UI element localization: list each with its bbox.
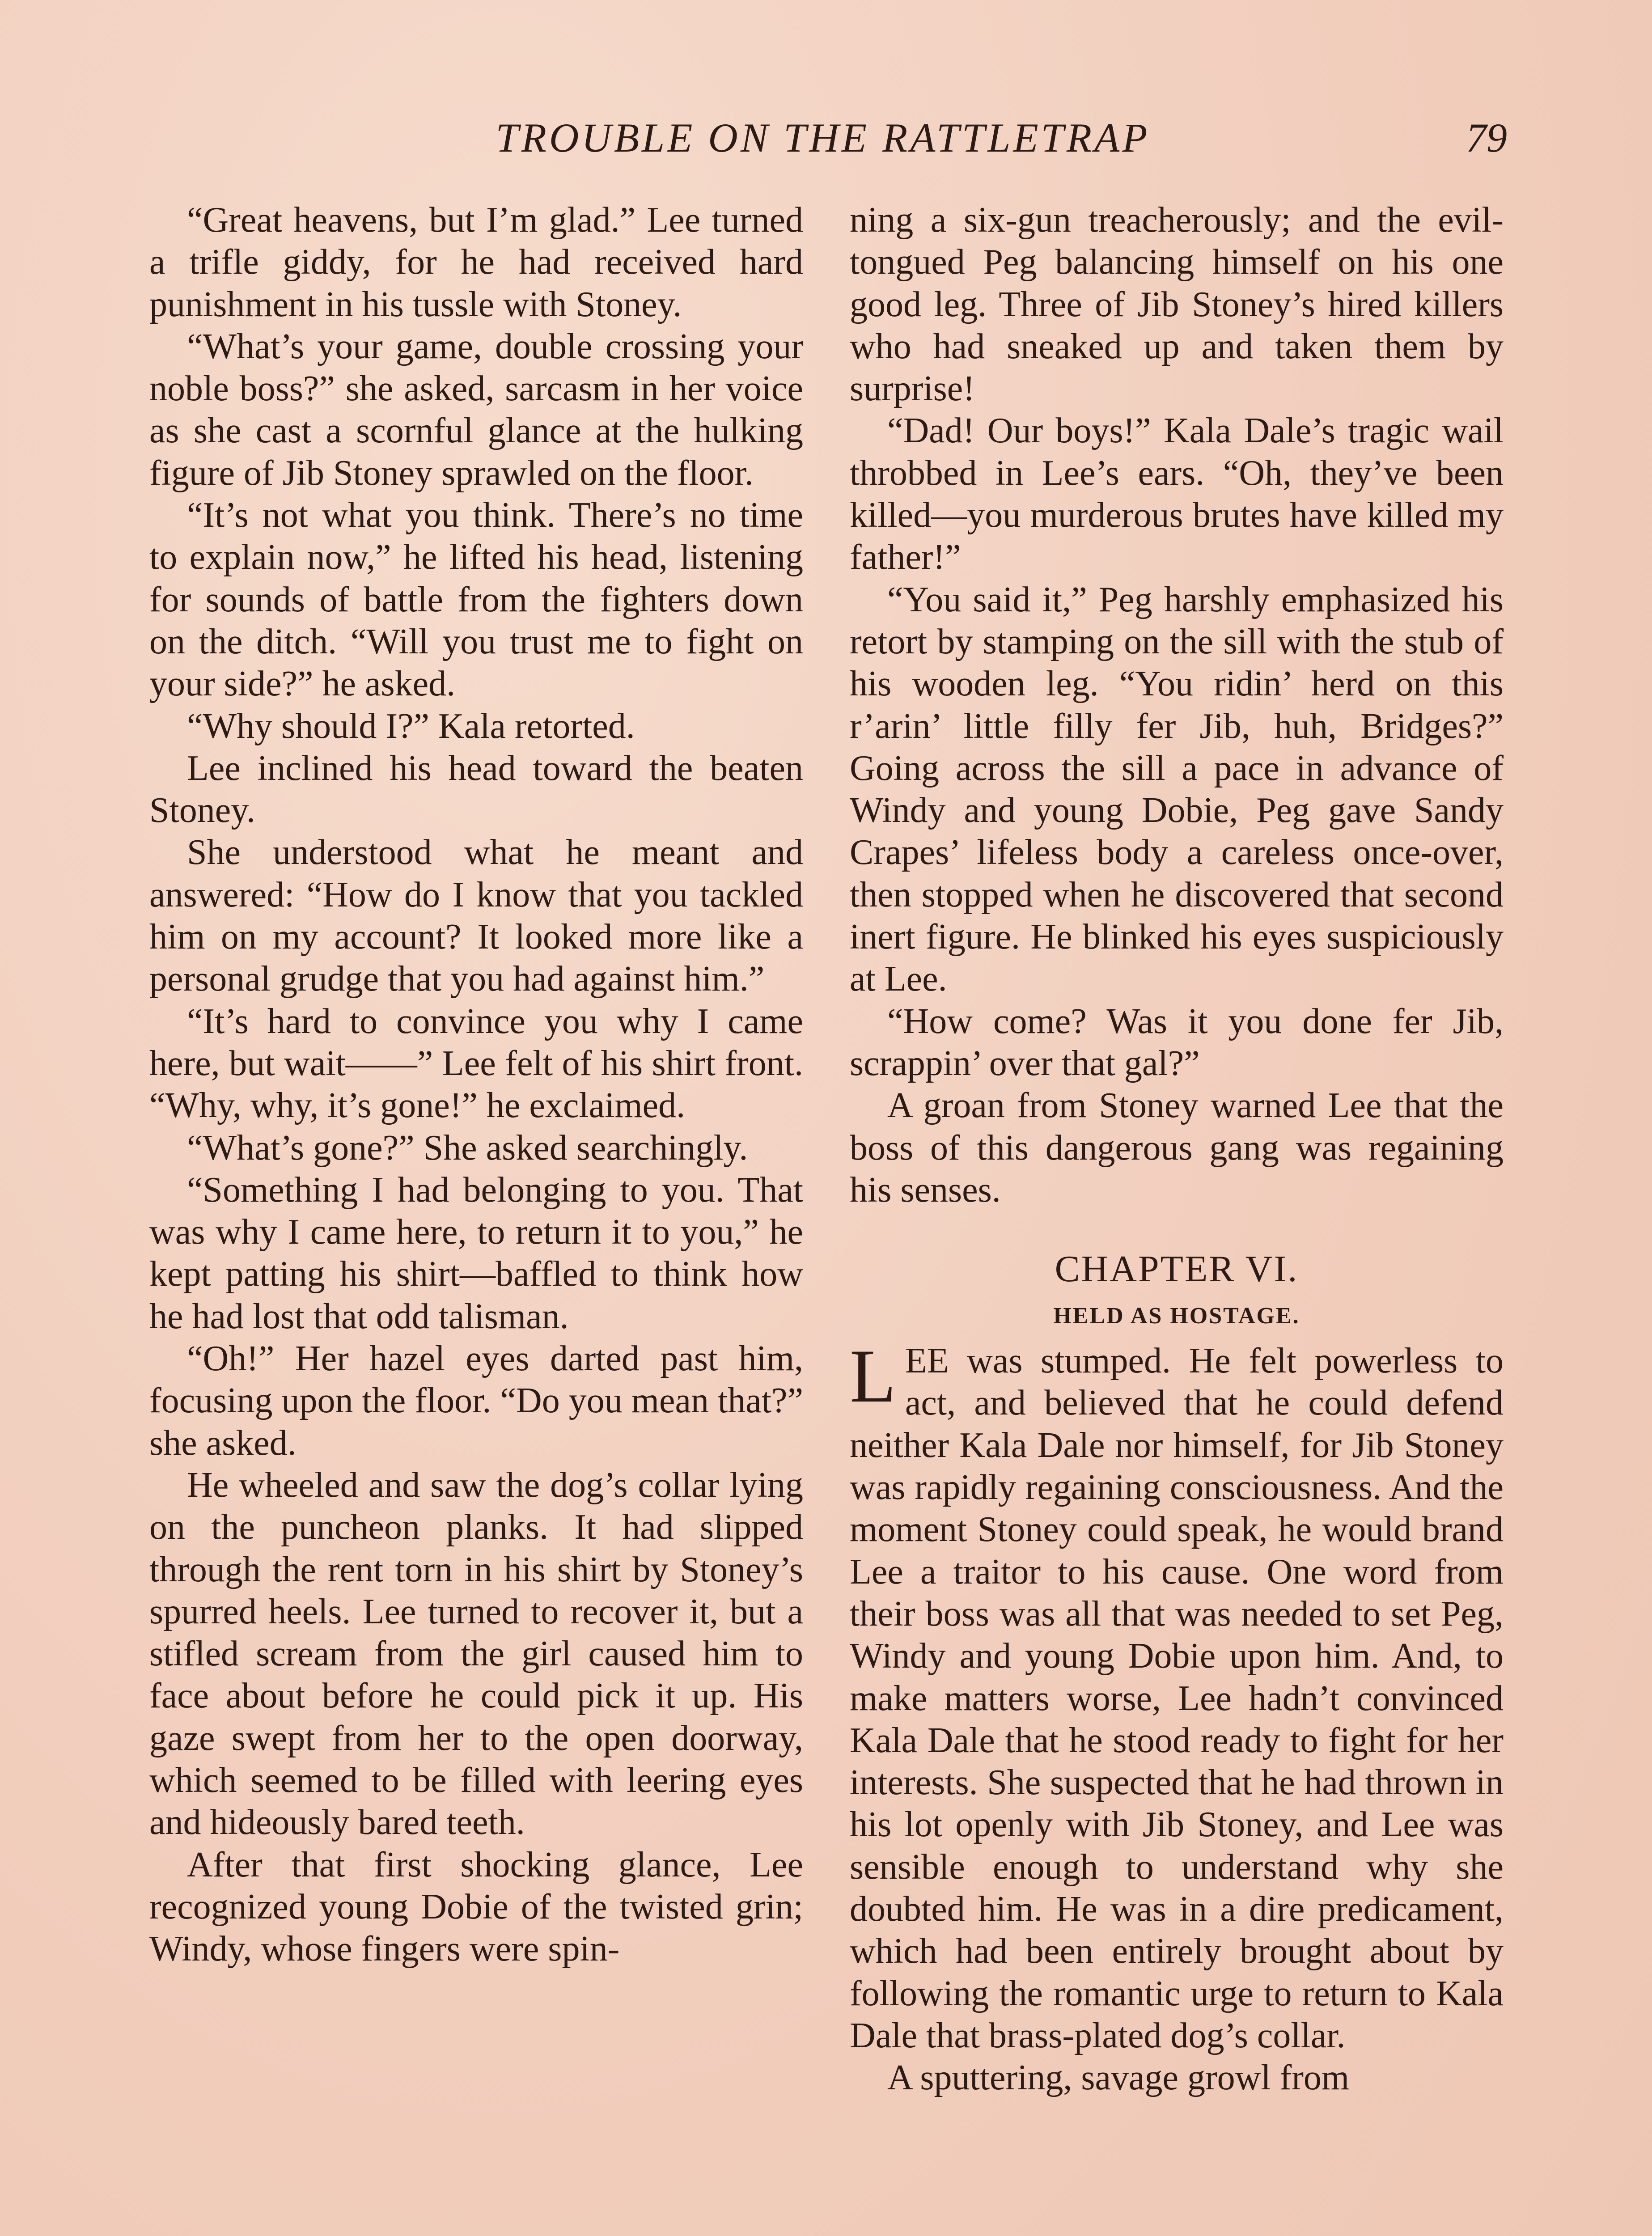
paragraph: After that first shocking glance, Lee recognized young Dobie of the twisted grin; Windy, whose fingers were spin- [149,1845,803,1969]
paragraph: “It’s not what you think. There’s no time to explain now,” he lifted his head, listening for sounds of battle from the fighters down on the ditch. “Will you trust me to fight on your side?” he asked. [149,495,803,704]
paragraph: “It’s hard to convince you why I came here, but wait——” Lee felt of his shirt front. “Why, why, it’s gone!” he exclaimed. [149,1001,803,1126]
running-header-title: TROUBLE ON THE RATTLETRAP [496,115,1150,161]
paragraph: A groan from Stoney warned Lee that the boss of this dangerous gang was regaining his senses. [850,1086,1504,1210]
drop-cap: L [850,1334,896,1419]
chapter-first-paragraph-text: EE was stumped. He felt powerless to act, and believed that he could defend neither Kala Dale nor himself, for Jib Stoney was rapidly regaining consciousness. And the moment Stoney could speak, he would brand Lee a traitor to his cause. One word from their boss was all that was needed to set Peg, Windy and young Dobie upon him. And, to make matters worse, Lee hadn’t convinced Kala Dale that he stood ready to fight for her interests. She suspected that he had thrown in his lot openly with Jib Stoney, and Lee was sensible enough to understand why she doubted him. He was in a dire predicament, which had been entirely brought about by following the romantic urge to return to Kala Dale that brass-plated dog’s collar. [850,1341,1504,2055]
paragraph: A sputtering, savage growl from [887,2058,1350,2098]
paragraph: “Great heavens, but I’m glad.” Lee turned a trifle giddy, for he had received hard punishment in his tussle with Stoney. [149,200,803,324]
paragraph: “What’s your game, double crossing your noble boss?” she asked, sarcasm in her voice as she cast a scornful glance at the hulking figure of Jib Stoney sprawled on the floor. [149,326,803,493]
paragraph-continuation: ning a six-gun treacherously; and the evil-tongued Peg balancing himself on his one good leg. Three of Jib Stoney’s hired killers who had sneaked up and taken them by surprise! [850,200,1504,409]
chapter-heading: CHAPTER VI. [1055,1248,1299,1290]
paragraph: Lee inclined his head toward the beaten Stoney. [149,748,803,830]
paragraph: “You said it,” Peg harshly emphasized his retort by stamping on the sill with the stub of his wooden leg. “You ridin’ herd on this r’arin’ little filly fer Jib, huh, Bridges?” Going across the sill a pace in advance of Windy and young Dobie, Peg gave Sandy Crapes’ lifeless body a careless once-over, then stopped when he discovered that second inert figure. He blinked his eyes suspiciously at Lee. [850,580,1504,999]
paragraph: “Something I had belonging to you. That was why I came here, to return it to you,” he kept patting his shirt—baffled to think how he had lost that odd talisman. [149,1170,803,1336]
paragraph: “Dad! Our boys!” Kala Dale’s tragic wail throbbed in Lee’s ears. “Oh, they’ve been killed—you murderous brutes have killed my father!” [850,411,1504,577]
paragraph: “How come? Was it you done fer Jib, scrappin’ over that gal?” [850,1001,1504,1083]
left-column [149,199,803,1970]
right-column [850,199,1504,2099]
paragraph: “Why should I?” Kala retorted. [187,706,635,746]
chapter-first-paragraph [850,1334,1504,2057]
paragraph: “What’s gone?” She asked searchingly. [187,1128,748,1168]
paragraph: “Oh!” Her hazel eyes darted past him, focusing upon the floor. “Do you mean that?” she asked. [149,1339,803,1463]
page-number: 79 [1466,115,1507,161]
paragraph: He wheeled and saw the dog’s collar lying on the puncheon planks. It had slipped through the rent torn in his shirt by Stoney’s spurred heels. Lee turned to recover it, but a stifled scream from the girl caused him to face about before he could pick it up. His gaze swept from her to the open doorway, which seemed to be filled with leering eyes and hideously bared teeth. [149,1465,803,1842]
paragraph: She understood what he meant and answered: “How do I know that you tackled him on my account? It looked more like a personal grudge that you had against him.” [149,833,803,999]
chapter-subtitle: HELD AS HOSTAGE. [1053,1303,1300,1329]
